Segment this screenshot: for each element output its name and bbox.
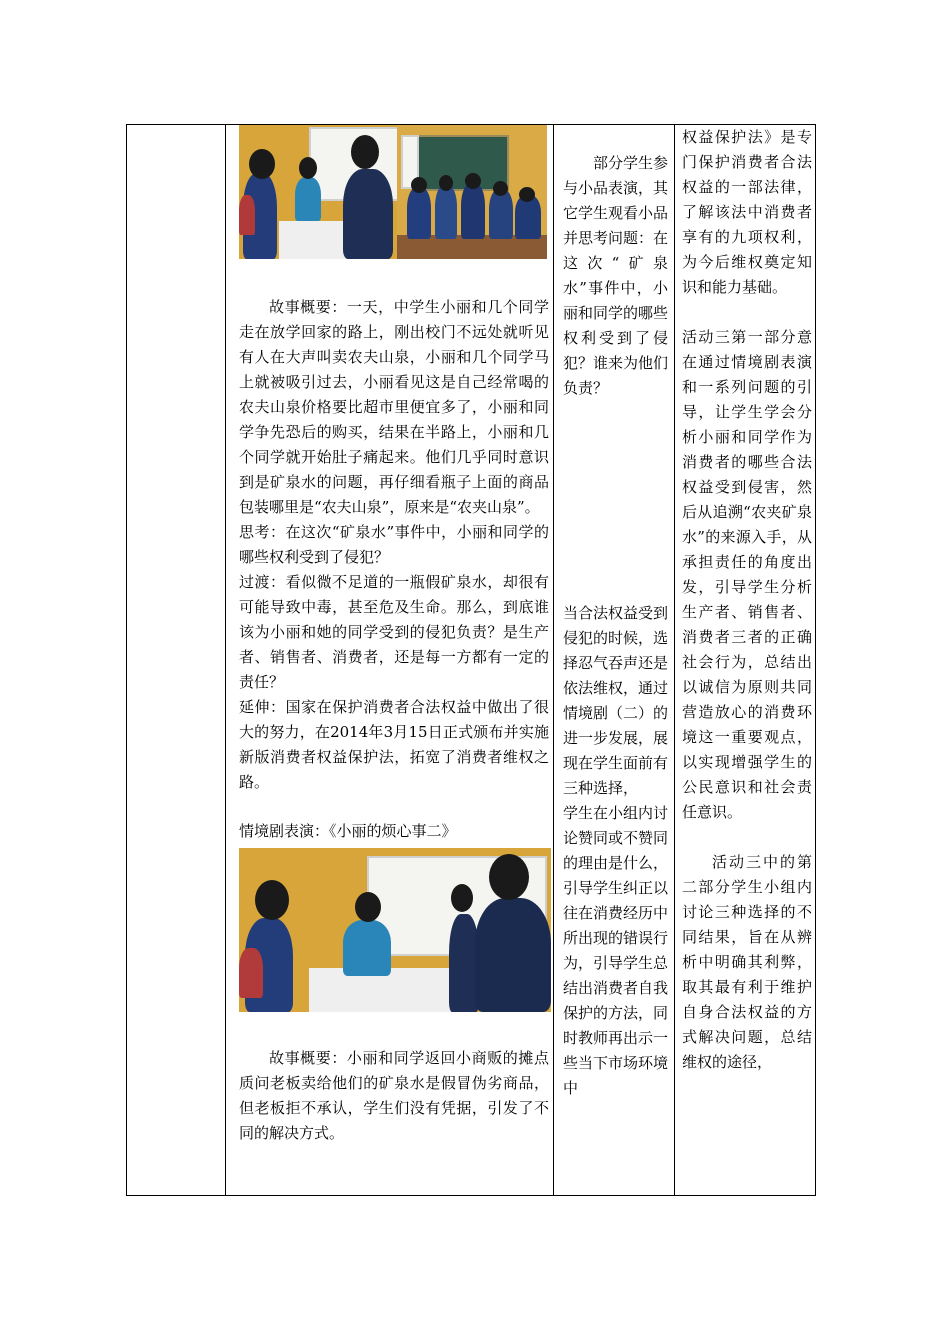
classroom-photo-2	[397, 125, 547, 259]
extension-text: 延伸：国家在保护消费者合法权益中做出了很大的努力，在2014年3月15日正式颁布并实施新版消费者权益保护法，拓宽了消费者维权之路。	[239, 698, 549, 791]
student-activity-2: 当合法权益受到侵犯的时候，选择忍气吞声还是依法维权，通过情境剧（二）的进一步发展，展现在学生面前有三种选择，	[563, 604, 669, 797]
classroom-photo-3	[239, 848, 551, 1012]
design-intent-3: 活动三中的第二部分学生小组内讨论三种选择的不同结果，旨在从辨析中明确其利弊，取其最有利于维护自身合法权益的方式解决问题，总结维权的途径，	[682, 853, 812, 1071]
design-intent-2: 活动三第一部分意在通过情境剧表演和一系列问题的引导，让学生学会分析小丽和同学作为消费者的哪些合法权益受到侵害，然后从追溯“农夹矿泉水”的来源入手，从承担责任的角度出发，引导学生分析生产者、销售者、消费者三者的正确社会行为，总结出以诚信为原则共同营造放心的消费环境这一重要观点，以实现增强学生的公民意识和社会责任意识。	[682, 328, 812, 821]
classroom-photo-1	[239, 125, 397, 259]
design-intent-column	[674, 125, 816, 1075]
lesson-plan-table	[126, 124, 816, 1196]
student-activity-3: 学生在小组内讨论赞同或不赞同的理由是什么，引导学生纠正以往在消费经历中所出现的错误行为，引导学生总结出消费者自我保护的方法，同时教师再出示一些当下市场环境中	[563, 804, 669, 1097]
student-activity-column	[555, 125, 674, 1101]
transition-text: 过渡：看似微不足道的一瓶假矿泉水，却很有可能导致中毒，甚至危及生命。那么，到底谁该为小丽和她的同学受到的侵犯负责？是生产者、销售者、消费者，还是每一方都有一定的责任？	[239, 573, 549, 691]
story1-summary: 故事概要：一天，中学生小丽和几个同学走在放学回家的路上，刚出校门不远处就听见有人在大声叫卖农夫山泉，小丽和几个同学马上就被吸引过去，小丽看见这是自己经常喝的农夫山泉价格要比超市里便宜多了，小丽和同学争先恐后的购买，结果在半路上，小丽和几个同学就开始肚子痛起来。他们几乎同时意识到是矿泉水的问题，再仔细看瓶子上面的商品包装哪里是“农夫山泉”，原来是“农夹山泉”。	[239, 298, 549, 516]
design-intent-1: 权益保护法》是专门保护消费者合法权益的一部法律，了解该法中消费者享有的九项权利，为今后维权奠定知识和能力基础。	[682, 128, 812, 296]
story2-summary: 故事概要：小丽和同学返回小商贩的摊点质问老板卖给他们的矿泉水是假冒伪劣商品，但老板拒不承认，学生们没有凭据，引发了不同的解决方式。	[239, 1049, 549, 1142]
story-column	[233, 125, 555, 1146]
drama-title: 情境剧表演：《小丽的烦心事二》	[239, 822, 457, 840]
student-activity-1: 部分学生参与小品表演，其它学生观看小品并思考问题：在这次“矿泉水”事件中，小丽和同学的哪些权利受到了侵犯？谁来为他们负责？	[563, 154, 669, 397]
think-question: 思考：在这次“矿泉水”事件中，小丽和同学的哪些权利受到了侵犯？	[239, 523, 549, 566]
column-divider	[225, 125, 226, 1195]
photo-row-1	[239, 125, 549, 259]
